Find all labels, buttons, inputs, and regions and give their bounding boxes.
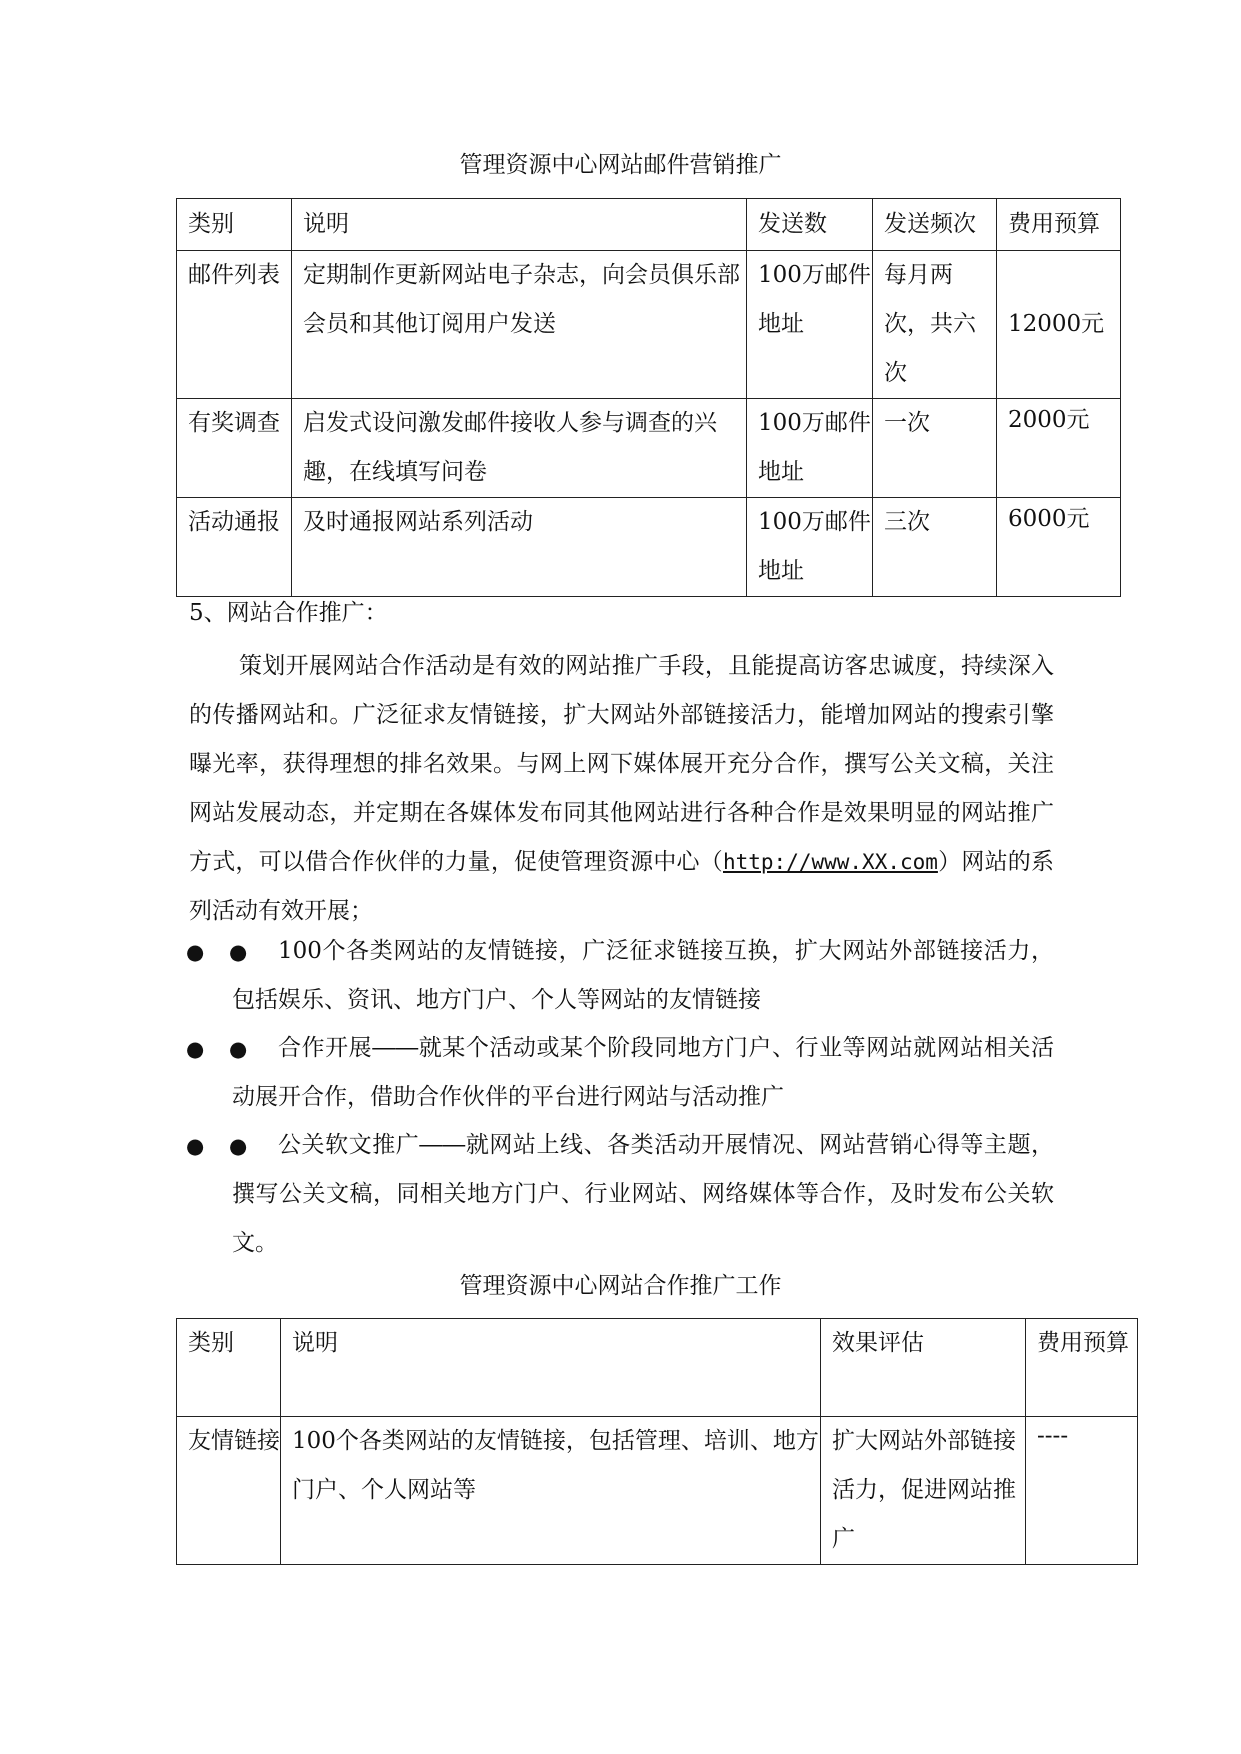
bullet-text: 公关软文推广――就网站上线、各类活动开展情况、网站营销心得等主题，撰写公关文稿，同相关地方门户、行业网站、网络媒体等合作，及时发布公关软文。 [232, 1132, 1054, 1256]
table-row [177, 1417, 1138, 1565]
table1-header-row [177, 199, 1121, 251]
table-row [177, 498, 1121, 597]
bullet-icon: ● [186, 1134, 205, 1158]
table2-header-row [177, 1319, 1138, 1417]
table2-header-cell: 效果评估 [821, 1319, 1026, 1417]
bullet-text: 合作开展――就某个活动或某个阶段同地方门户、行业等网站就网站相关活动展开合作，借助合作伙伴的平台进行网站与活动推广 [232, 1035, 1054, 1110]
table1-header-cell: 发送频次 [873, 199, 997, 251]
paragraph-text: ）网站的系列活动有效开展； [189, 849, 1055, 924]
table-cell: 及时通报网站系列活动 [292, 498, 747, 597]
table-cell: 启发式设问激发邮件接收人参与调查的兴趣，在线填写问卷 [292, 399, 747, 498]
table-cell: 一次 [873, 399, 997, 498]
bullet-icon: ● [186, 940, 205, 964]
table-cooperation-promotion [176, 1318, 1138, 1565]
section-heading: 5、网站合作推广： [189, 600, 388, 626]
table-cell: 100万邮件地址 [747, 399, 873, 498]
table2-header-cell: 费用预算 [1026, 1319, 1138, 1417]
table1-header-cell: 费用预算 [997, 199, 1121, 251]
table-cell: 12000元 [997, 251, 1121, 399]
table-cell: 友情链接 [177, 1417, 281, 1565]
paragraph-text: 策划开展网站合作活动是有效的网站推广手段，且能提高访客忠诚度，持续深入的传播网站和。广泛征求友情链接，扩大网站外部链接活力，能增加网站的搜索引擎曝光率，获得理想的排名效果。与网上网下媒体展开充分合作，撰写公关文稿，关注网站发展动态，并定期在各媒体发布同其他网站进行各种合作是效果明显的网站推广方式，可以借合作伙伴的力量，促使管理资源中心（ [189, 653, 1054, 875]
table2-header-cell: 类别 [177, 1319, 281, 1417]
table1-caption: 管理资源中心网站邮件营销推广 [459, 152, 782, 178]
website-url-link[interactable]: http://www.XX.com [722, 850, 938, 874]
table-cell: 邮件列表 [177, 251, 292, 399]
bullet-icon: ● [186, 1037, 205, 1061]
table-cell: 100个各类网站的友情链接，包括管理、培训、地方门户、个人网站等 [281, 1417, 821, 1565]
table-cell: 100万邮件地址 [747, 498, 873, 597]
table1-header-cell: 类别 [177, 199, 292, 251]
table1-header-cell: 说明 [292, 199, 747, 251]
table1-header-cell: 发送数 [747, 199, 873, 251]
bullet-text: 100个各类网站的友情链接，广泛征求链接互换，扩大网站外部链接活力，包括娱乐、资讯、地方门户、个人等网站的友情链接 [232, 938, 1054, 1013]
table-cell: 2000元 [997, 399, 1121, 498]
table2-caption: 管理资源中心网站合作推广工作 [459, 1273, 782, 1299]
table-cell: 活动通报 [177, 498, 292, 597]
bullet-icon: ● [229, 940, 248, 964]
section-paragraph [189, 642, 1054, 936]
table-cell: 100万邮件地址 [747, 251, 873, 399]
bullet-icon: ● [229, 1134, 248, 1158]
table-cell: ---- [1026, 1417, 1138, 1565]
bullet-icon: ● [229, 1037, 248, 1061]
table-cell: 扩大网站外部链接活力，促进网站推广 [821, 1417, 1026, 1565]
table-row [177, 399, 1121, 498]
table-cell: 每月两次，共六次 [873, 251, 997, 399]
table-row [177, 251, 1121, 399]
table-cell: 定期制作更新网站电子杂志，向会员俱乐部会员和其他订阅用户发送 [292, 251, 747, 399]
table-cell: 6000元 [997, 498, 1121, 597]
table-email-marketing [176, 198, 1121, 597]
table-cell: 有奖调查 [177, 399, 292, 498]
table2-header-cell: 说明 [281, 1319, 821, 1417]
table-cell: 三次 [873, 498, 997, 597]
